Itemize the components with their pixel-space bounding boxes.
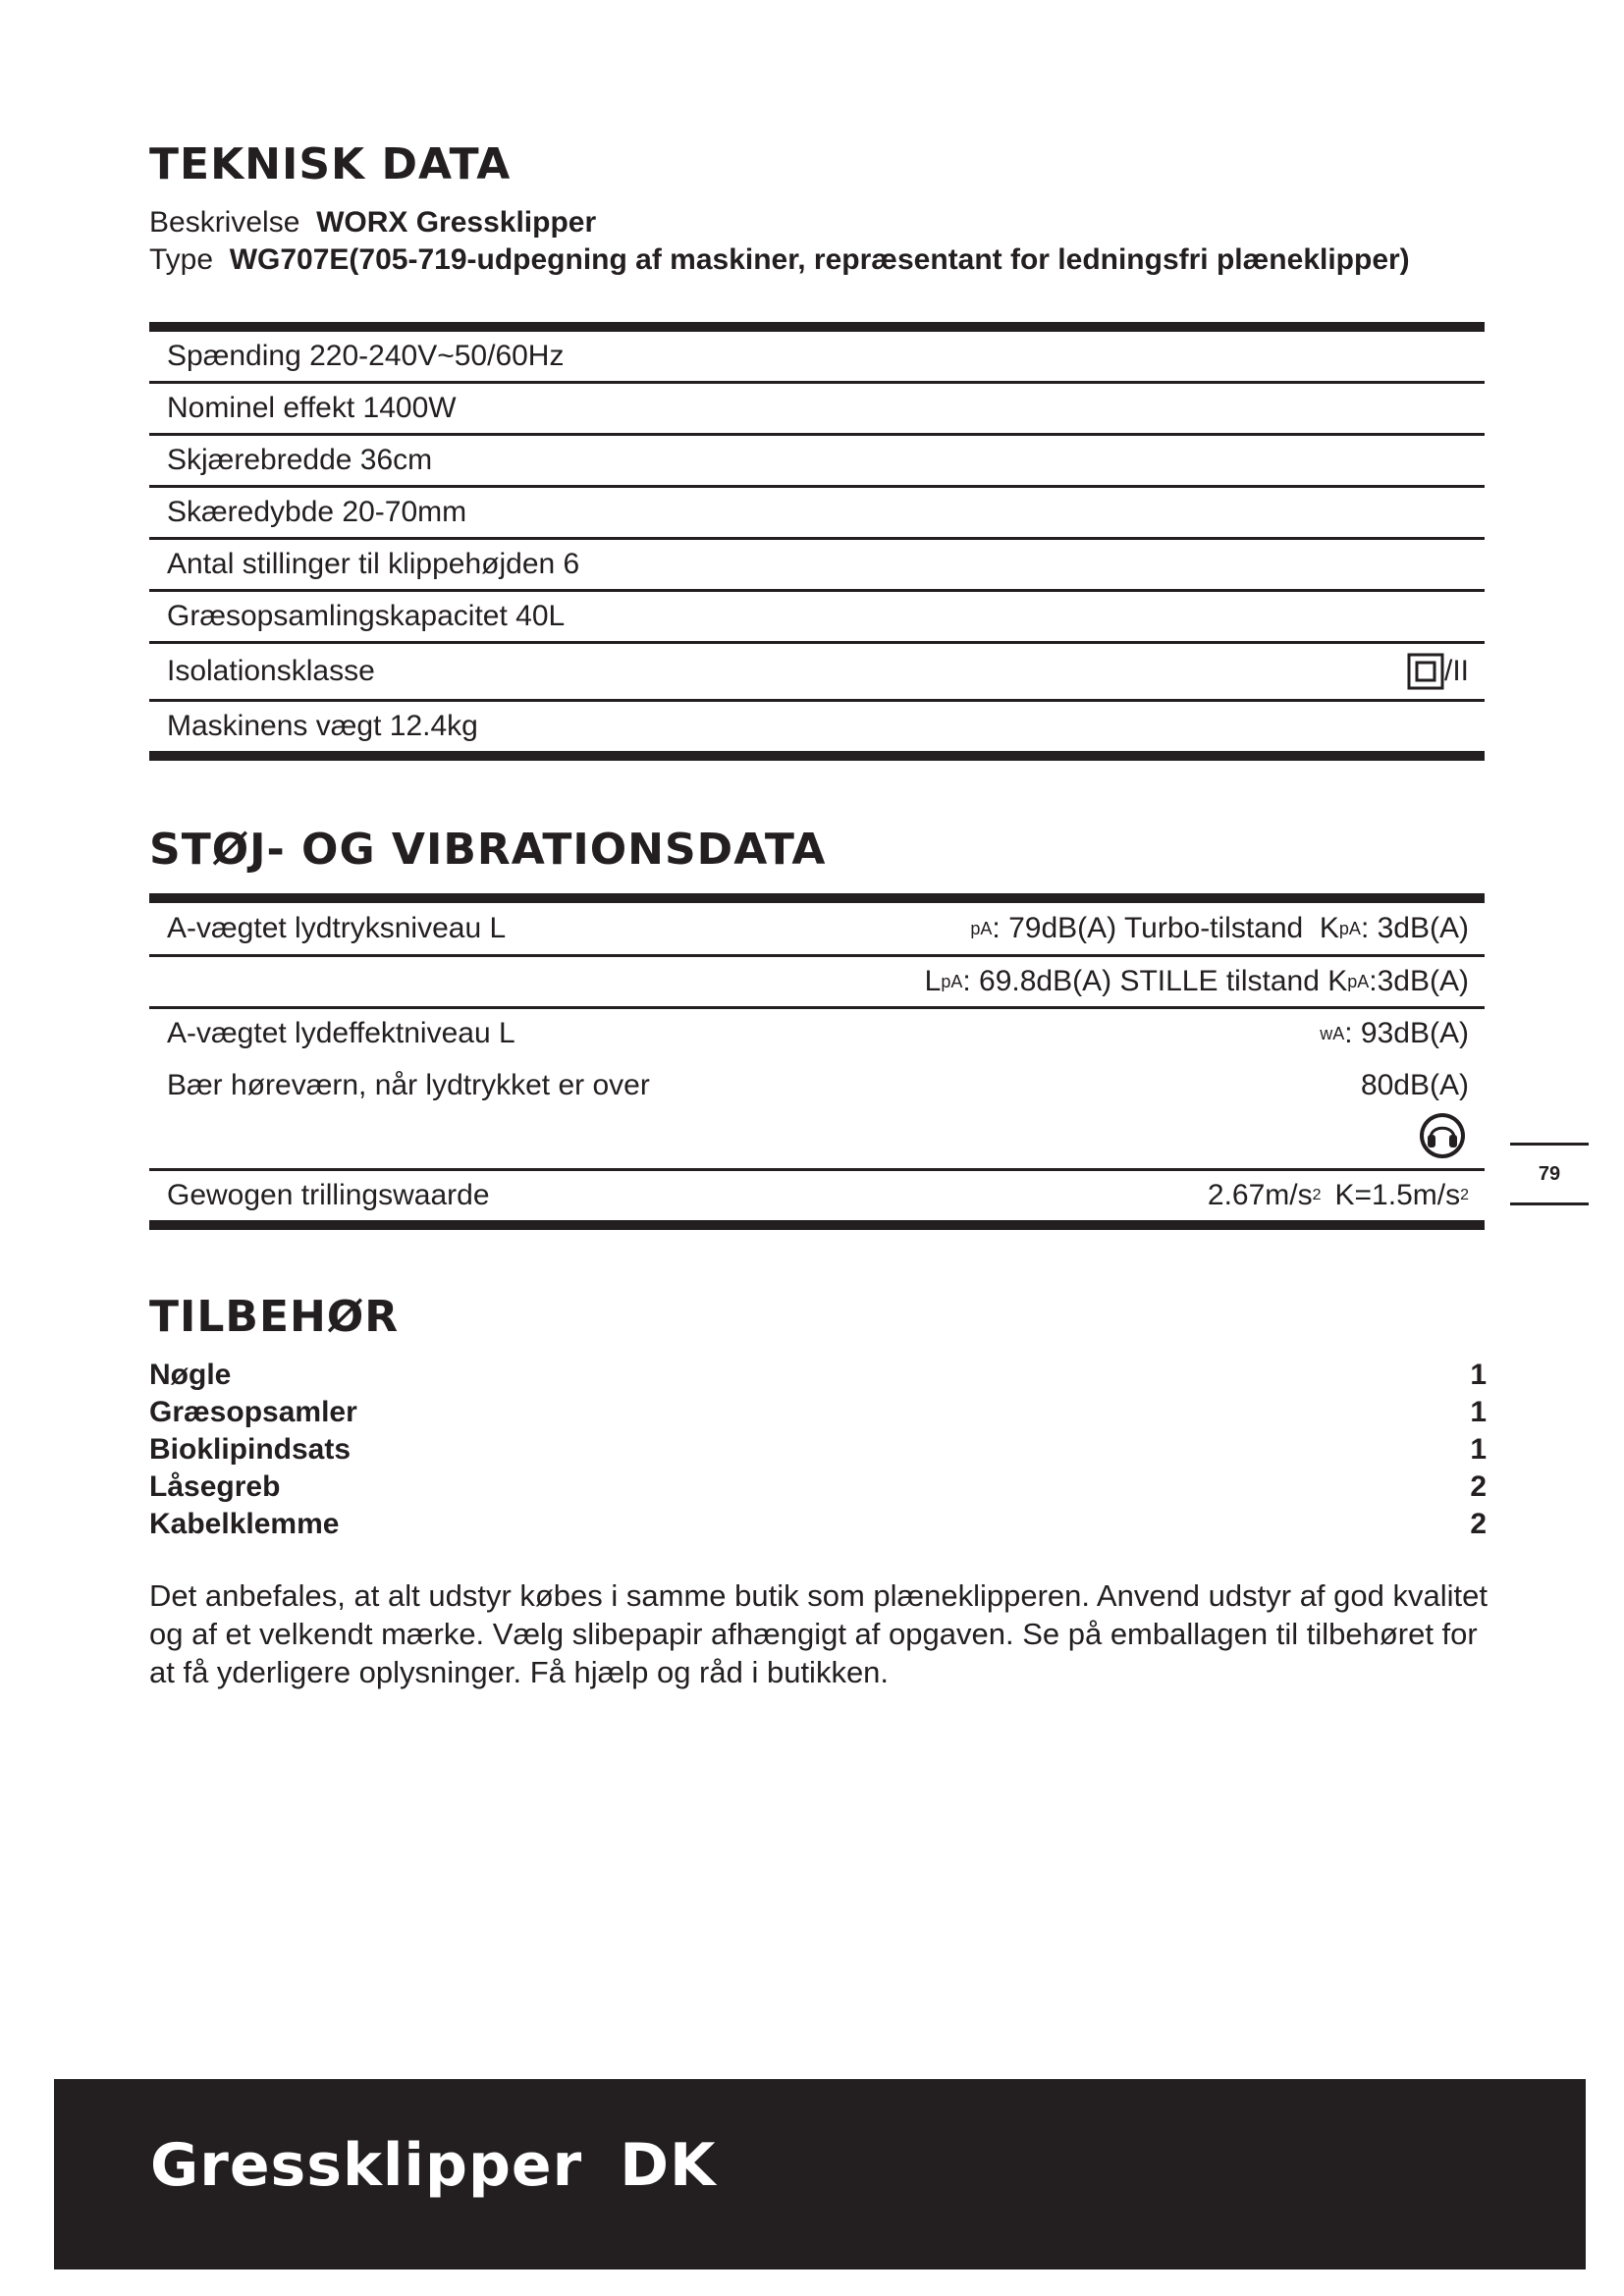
accessory-name: Nøgle [149, 1359, 232, 1391]
footer-banner [54, 2079, 1586, 2269]
product-description [149, 204, 1485, 279]
double-insulation-icon [1407, 653, 1444, 690]
type-label: Type [149, 243, 214, 276]
isolation-label: Isolationsklasse [167, 655, 375, 687]
table-row: Skæredybde 20-70mm [167, 496, 467, 528]
sound-pressure-value: pA : 79dB(A) Turbo-tilstand K pA : 3dB(A) [970, 912, 1469, 944]
sound-power-level: : 93dB(A) [1344, 1017, 1469, 1049]
footer-product: Gressklipper [150, 2131, 583, 2200]
sound-pressure-label: A-vægtet lydtryksniveau L [167, 912, 507, 944]
vibration-label: Gewogen trillingswaarde [167, 1179, 490, 1211]
isolation-value-group [1407, 653, 1469, 690]
table-row: Græsopsamlingskapacitet 40L [167, 600, 566, 632]
table-bottom-rule [149, 751, 1485, 761]
table-row-vibration [149, 1171, 1485, 1220]
list-item [149, 1431, 1487, 1468]
vibration-emission: 2.67m/s [1207, 1179, 1313, 1211]
table-row: Spænding 220-240V~50/60Hz [167, 340, 565, 372]
accessory-name: Græsopsamler [149, 1396, 357, 1428]
quiet-mode-uncertainty: :3dB(A) [1369, 965, 1469, 997]
isolation-class: /II [1443, 655, 1469, 687]
table-row: Skjærebredde 36cm [167, 444, 433, 476]
accessory-name: Bioklipindsats [149, 1433, 352, 1466]
accessory-name: Låsegreb [149, 1470, 281, 1503]
table-row-hearing-protection [149, 1062, 1485, 1109]
sound-power-value: wA : 93dB(A) [1320, 1017, 1469, 1049]
ear-protection-icon [1418, 1111, 1467, 1160]
quiet-mode-value: L pA : 69.8dB(A) STILLE tilstand K pA :3dB(A) [924, 965, 1469, 997]
table-row-sound-pressure [149, 903, 1485, 954]
table-row-quiet-mode [149, 957, 1485, 1006]
accessory-qty: 1 [1470, 1433, 1487, 1466]
list-item [149, 1394, 1487, 1431]
hearing-protection-value: 80dB(A) [1360, 1069, 1469, 1101]
page-number-tab [1510, 1143, 1589, 1205]
accessory-qty: 1 [1470, 1359, 1487, 1391]
heading-tilbehor: TILBEHØR [149, 1292, 400, 1342]
accessory-qty: 2 [1470, 1508, 1487, 1540]
accessory-qty: 1 [1470, 1396, 1487, 1428]
heading-stoj-vibration: STØJ- OG VIBRATIONSDATA [149, 825, 827, 875]
table-top-rule [149, 893, 1485, 903]
table-row: Nominel effekt 1400W [167, 392, 457, 424]
table-row: Maskinens vægt 12.4kg [167, 710, 478, 742]
accessories-paragraph: Det anbefales, at alt udstyr købes i samme butik som plæneklipperen. Anvend udstyr af god kvalitet og af et velkendt mærke. Vælg slibepapir afhængigt af opgaven. Se på emballagen til tilbehøret for at få yderligere oplysninger. Få hjælp og råd i butikken. [149, 1578, 1488, 1689]
vibration-uncertainty: K=1.5m/s [1334, 1179, 1461, 1211]
accessories-list [149, 1357, 1487, 1543]
table-bottom-rule [149, 1220, 1485, 1230]
list-item [149, 1357, 1487, 1394]
sound-pressure-text: : 79dB(A) Turbo-tilstand K [992, 912, 1339, 944]
sound-power-label: A-vægtet lydeffektniveau L [167, 1017, 515, 1049]
l-symbol: L [924, 965, 942, 997]
table-top-rule [149, 322, 1485, 332]
footer-language: DK [620, 2131, 717, 2200]
table-row-sound-power [149, 1009, 1485, 1058]
footer-title [150, 2131, 717, 2200]
table-row: Antal stillinger til klippehøjden 6 [167, 548, 580, 580]
beskrivelse-value: WORX Gressklipper [316, 206, 597, 239]
page-number: 79 [1538, 1163, 1561, 1185]
table-row-isolation [149, 644, 1485, 699]
accessory-qty: 2 [1470, 1470, 1487, 1503]
list-item [149, 1506, 1487, 1543]
quiet-mode-text: : 69.8dB(A) STILLE tilstand K [962, 965, 1348, 997]
page-number-rule-bottom [1510, 1202, 1589, 1205]
list-item [149, 1468, 1487, 1506]
accessory-name: Kabelklemme [149, 1508, 340, 1540]
hearing-protection-label: Bær høreværn, når lydtrykket er over [167, 1069, 650, 1101]
vibration-value: 2.67m/s 2 K=1.5m/s 2 [1207, 1179, 1469, 1211]
type-value: WG707E(705-719-udpegning af maskiner, repræsentant for ledningsfri plæneklipper) [229, 243, 1410, 276]
sound-pressure-uncertainty: : 3dB(A) [1360, 912, 1469, 944]
heading-teknisk-data: TEKNISK DATA [149, 139, 512, 189]
beskrivelse-label: Beskrivelse [149, 206, 300, 239]
